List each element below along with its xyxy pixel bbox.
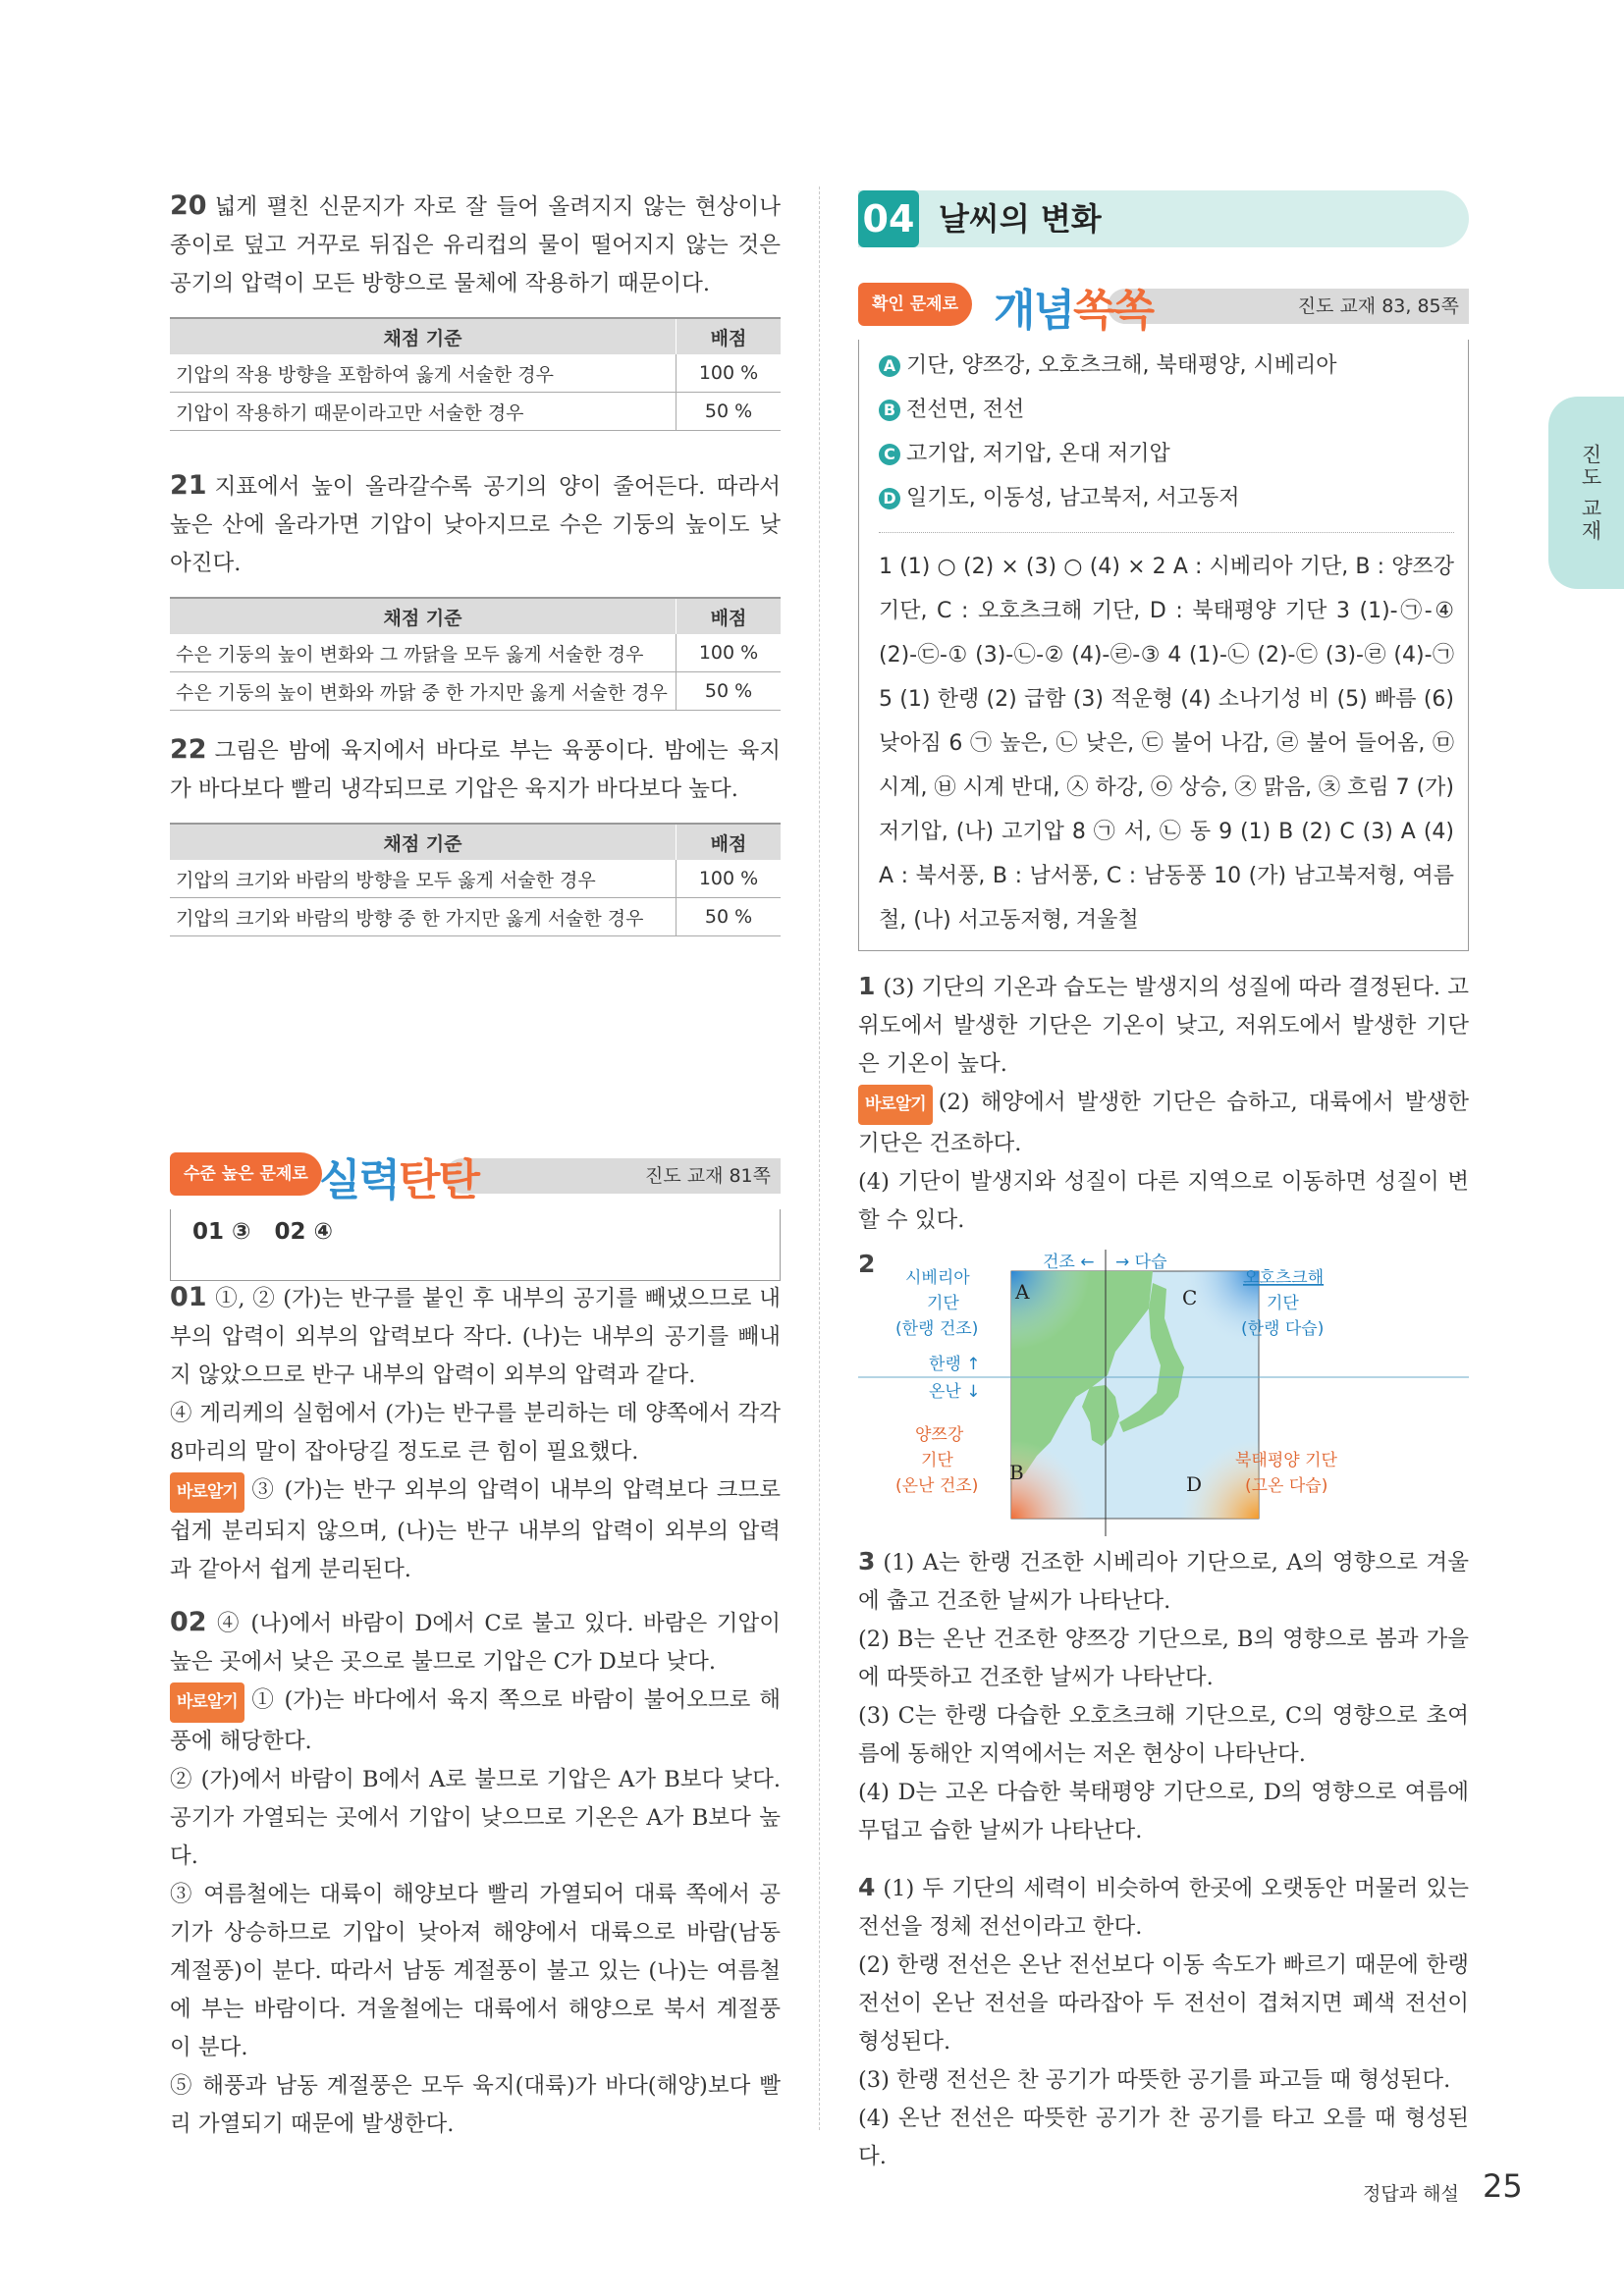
explanation-4 [858,1868,1469,1947]
question-number: 2 [858,1250,876,1278]
explanation-1 [858,967,1469,1084]
explanations-right [858,967,1469,2176]
question-number: 21 [170,470,207,501]
map-figure [858,1250,1469,1536]
answer-box [170,1209,781,1281]
section-title [994,275,1153,338]
header-criteria: 채점 기준 [170,598,677,634]
paragraph: (4) 기단이 발생지와 성질이 다른 지역으로 이동하면 성질이 변할 수 있다. [858,1169,1469,1233]
siberia-label-1: 시베리아 [905,1268,970,1288]
header-score: 배점 [677,598,782,634]
criteria-cell: 기압의 크기와 바람의 방향 중 한 가지만 옳게 서술한 경우 [170,898,677,936]
grading-table-21 [170,597,781,711]
paragraph: (4) D는 고온 다습한 북태평양 기단으로, D의 영향으로 여름에 무덥고 습한 날씨가 나타난다. [858,1780,1469,1843]
right-column [858,281,1469,2176]
paragraph-text: (2) 해양에서 발생한 기단은 습하고, 대륙에서 발생한 기단은 건조하다. [858,1090,1469,1156]
correction-tag: 바로알기 [170,1472,244,1513]
explanation-01 [170,1278,781,1395]
label-d: D [1186,1472,1203,1496]
header-score: 배점 [677,318,782,354]
paragraph [170,1471,781,1589]
paragraph: (2) B는 온난 건조한 양쯔강 기단으로, B의 영향으로 봄과 가을에 따뜻하고 건조한 날씨가 나타난다. [858,1627,1469,1690]
criteria-cell: 기압이 작용하기 때문이라고만 서술한 경우 [170,393,677,431]
answer-22 [170,730,781,809]
air-mass-map [858,1250,1469,1536]
title-part-a: 개념 [994,286,1074,336]
answer-text: 그림은 밤에 육지에서 바다로 부는 육풍이다. 밤에는 육지가 바다보다 빨리 냉각되므로 기압은 육지가 바다보다 높다. [170,738,781,802]
paragraph: (1) A는 한랭 건조한 시베리아 기단으로, A의 영향으로 겨울에 춥고 건조한 날씨가 나타난다. [858,1550,1469,1614]
score-cell: 50 % [677,393,782,431]
paragraph: ④ 게리케의 실험에서 (가)는 반구를 분리하는 데 양쪽에서 각각 8마리의 말이 잡아당길 정도로 큰 힘이 필요했다. [170,1401,781,1465]
label-a: A [1015,1280,1030,1304]
score-cell: 100 % [677,354,782,393]
explanation-3 [858,1542,1469,1621]
title-part-b: 쏙쏙 [1073,286,1154,336]
explanations-block [170,1278,781,2144]
title-part-a: 실력 [319,1155,400,1205]
chapter-number: 04 [858,190,919,247]
header-criteria: 채점 기준 [170,824,677,860]
pacific-label-1: 북태평양 기단 [1235,1451,1337,1470]
concept-box [858,340,1469,951]
question-number: 22 [170,734,207,765]
letter-badge: C [879,444,900,465]
silryeok-section [170,1150,781,1281]
pacific-label-2: (고온 다습) [1245,1476,1328,1496]
concept-answers: 1 (1) ○ (2) × (3) ○ (4) × 2 A : 시베리아 기단, B : 양쯔강 기단, C : 오호츠크해 기단, D : 북태평양 기단 3 (1)-㉠-④ (2)-㉢-① (3)-㉡-② (4)-㉣-③ 4 (1)-㉡ (2)-㉢ (3)-㉣ (4)-㉠ 5 (1) 한랭 (2) 급함 (3) 적운형 (4) 소나기성 비 (5) 빠름 (6) 낮아짐 6 ㉠ 높은, ㉡ 낮은, ㉢ 불어 나감, ㉣ 불어 들어옴, ㉤ 시계, ㉥ 시계 반대, ㉦ 하강, ㉧ 상승, ㉨ 맑음, ㉩ 흐림 7 (가) 저기압, (나) 고기압 8 ㉠ 서, ㉡ 동 9 (1) B (2) C (3) A (4) A : 북서풍, B : 남서풍, C : 남동풍 10 (가) 남고북저형, 여름철, (나) 서고동저형, 겨울철 [879,555,1454,933]
concept-item-d [879,476,1454,520]
question-number: 01 [170,1282,207,1312]
paragraph [170,1682,781,1761]
letter-badge: D [879,488,900,509]
paragraph [858,1084,1469,1163]
okhotsk-label-2: 기단 [1267,1294,1299,1313]
concept-item-a [879,344,1454,388]
concept-text: 고기압, 저기압, 온대 저기압 [906,442,1170,466]
side-tab [1548,397,1624,589]
level-pill: 확인 문제로 [858,283,972,326]
warm-label: 온난 ↓ [929,1382,981,1402]
concept-text: 전선면, 전선 [906,398,1025,422]
paragraph-text: ① (가)는 바다에서 육지 쪽으로 바람이 불어오므로 해풍에 해당한다. [170,1687,781,1754]
criteria-cell: 수은 기둥의 높이 변화와 그 까닭을 모두 옳게 서술한 경우 [170,634,677,672]
grading-table-20 [170,317,781,431]
paragraph: (4) 온난 전선은 따뜻한 공기가 찬 공기를 타고 오를 때 형성된다. [858,2106,1469,2169]
humid-label: → 다습 [1115,1253,1167,1272]
paragraph: ② (가)에서 바람이 B에서 A로 불므로 기압은 A가 B보다 낮다. 공기가 가열되는 곳에서 기압이 낮으므로 기온은 A가 B보다 높다. [170,1767,781,1869]
page-number: 25 [1483,2167,1523,2205]
concept-item-c [879,432,1454,476]
column-divider [819,187,820,2130]
quick-answers: 01 ③ 02 ④ [192,1219,333,1245]
score-cell: 50 % [677,672,782,711]
dotted-separator [879,532,1454,533]
yangtze-label-3: (온난 건조) [895,1476,979,1496]
paragraph: (3) 한랭 전선은 찬 공기가 따뜻한 공기를 파고들 때 형성된다. [858,2067,1451,2093]
paragraph: ⑤ 해풍과 남동 계절풍은 모두 육지(대륙)가 바다(해양)보다 빨리 가열되기 때문에 발생한다. [170,2073,781,2137]
answer-text: 지표에서 높이 올라갈수록 공기의 양이 줄어든다. 따라서 높은 산에 올라가면 기압이 낮아지므로 수은 기둥의 높이도 낮아진다. [170,474,781,576]
paragraph: (3) 기단의 기온과 습도는 발생지의 성질에 따라 결정된다. 고위도에서 발생한 기단은 기온이 낮고, 저위도에서 발생한 기단은 기온이 높다. [858,975,1469,1077]
correction-tag: 바로알기 [858,1085,933,1125]
gaenyeom-section [858,281,1469,951]
grading-table-22 [170,823,781,936]
paragraph: ①, ② (가)는 반구를 붙인 후 내부의 공기를 빼냈으므로 내부의 압력이 외부의 압력보다 작다. (나)는 내부의 공기를 빼내지 않았으므로 반구 내부의 압력이 외부의 압력과 같다. [170,1286,781,1388]
header-criteria: 채점 기준 [170,318,677,354]
section-header [858,281,1469,340]
chapter-header [858,190,1469,247]
section-title [319,1145,478,1207]
reference-bar: 진도 교재 81쪽 [445,1158,781,1194]
concept-item-b [879,388,1454,432]
answer-text: 넓게 펼친 신문지가 자로 잘 들어 올려지지 않는 현상이나 종이로 덮고 거꾸로 뒤집은 유리컵의 물이 떨어지지 않는 것은 공기의 압력이 모든 방향으로 물체에 작용하기 때문이다. [170,194,781,296]
section-header [170,1150,781,1209]
paragraph: (1) 두 기단의 세력이 비슷하여 한곳에 오랫동안 머물러 있는 전선을 정체 전선이라고 한다. [858,1876,1469,1940]
criteria-cell: 수은 기둥의 높이 변화와 까닭 중 한 가지만 옳게 서술한 경우 [170,672,677,711]
cold-label: 한랭 ↑ [929,1355,981,1374]
question-number: 02 [170,1607,207,1637]
footer-label: 정답과 해설 [1363,2183,1459,2205]
score-cell: 100 % [677,860,782,898]
answer-21 [170,466,781,583]
score-cell: 100 % [677,634,782,672]
criteria-cell: 기압의 크기와 바람의 방향을 모두 옳게 서술한 경우 [170,860,677,898]
label-c: C [1182,1286,1198,1309]
title-part-b: 탄탄 [399,1155,479,1205]
letter-badge: A [879,355,900,377]
paragraph-text: ③ (가)는 반구 외부의 압력이 내부의 압력보다 크므로 쉽게 분리되지 않으며, (나)는 반구 내부의 압력이 외부의 압력과 같아서 쉽게 분리된다. [170,1477,781,1582]
yangtze-label-1: 양쯔강 [915,1425,964,1445]
correction-tag: 바로알기 [170,1682,244,1723]
explanation-02 [170,1603,781,1682]
paragraph: ③ 여름철에는 대륙이 해양보다 빨리 가열되어 대륙 쪽에서 공기가 상승하므로 기압이 낮아져 해양에서 대륙으로 바람(남동 계절풍)이 분다. 따라서 남동 계절풍이 불고 있는 (나)는 여름철에 부는 바람이다. 겨울철에는 대륙에서 해양으로 북서 계절풍이 분다. [170,1882,781,2060]
paragraph: (3) C는 한랭 다습한 오호츠크해 기단으로, C의 영향으로 초여름에 동해안 지역에서는 저온 현상이 나타난다. [858,1703,1469,1767]
explanation-2 [858,1250,1469,1536]
reference-bar: 진도 교재 83, 85쪽 [1108,289,1469,324]
question-number: 4 [858,1873,876,1901]
question-number: 3 [858,1547,876,1575]
label-b: B [1009,1461,1024,1484]
header-score: 배점 [677,824,782,860]
dry-label: 건조 ← [1043,1253,1095,1272]
score-cell: 50 % [677,898,782,936]
question-number: 20 [170,190,207,221]
okhotsk-label-1: 오호츠크해 [1243,1268,1325,1288]
paragraph: (2) 한랭 전선은 온난 전선보다 이동 속도가 빠르기 때문에 한랭 전선이 온난 전선을 따라잡아 두 전선이 겹쳐지면 폐색 전선이 형성된다. [858,1952,1469,2055]
left-column [170,187,781,2137]
paragraph: ④ (나)에서 바람이 D에서 C로 불고 있다. 바람은 기압이 높은 곳에서 낮은 곳으로 불므로 기압은 C가 D보다 낮다. [170,1611,781,1675]
chapter-title: 날씨의 변화 [939,200,1102,238]
level-pill: 수준 높은 문제로 [170,1152,322,1196]
question-number: 1 [858,972,876,1000]
siberia-label-3: (한랭 건조) [895,1319,979,1339]
okhotsk-label-3: (한랭 다습) [1241,1319,1325,1339]
siberia-label-2: 기단 [927,1294,959,1313]
letter-badge: B [879,400,900,421]
concept-text: 기단, 양쯔강, 오호츠크해, 북태평양, 시베리아 [906,353,1337,378]
criteria-cell: 기압의 작용 방향을 포함하여 옳게 서술한 경우 [170,354,677,393]
side-tab-label: 진도 교재 [1579,444,1602,543]
answer-20 [170,187,781,303]
concept-text: 일기도, 이동성, 남고북저, 서고동저 [906,486,1240,510]
yangtze-label-2: 기단 [921,1451,953,1470]
